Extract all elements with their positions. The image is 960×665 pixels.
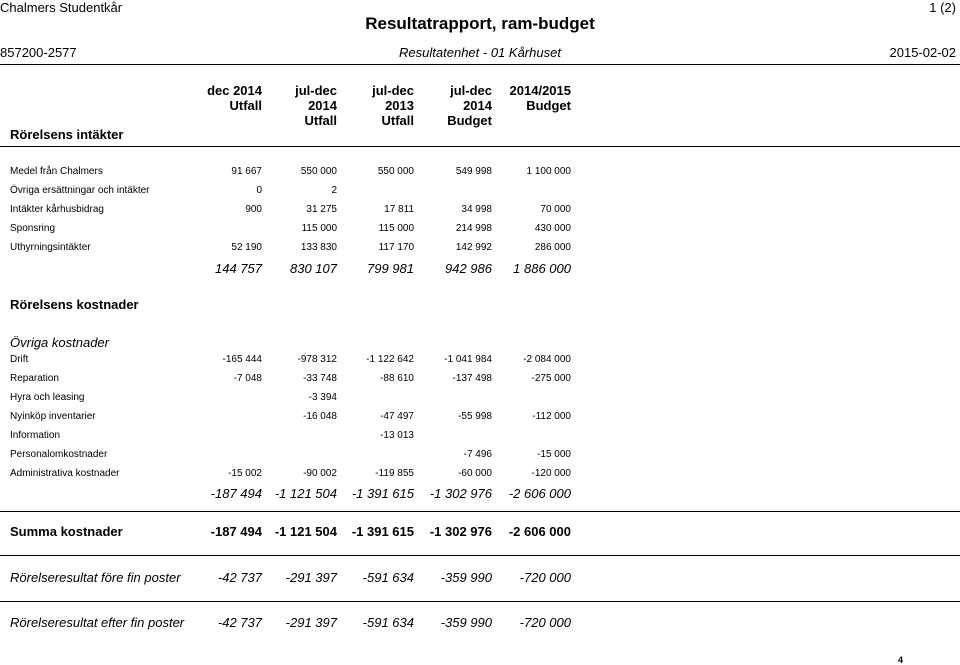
column-header-3-line-3: Utfall	[381, 113, 414, 128]
row-label: Uthyrningsintäkter	[10, 242, 91, 253]
column-header-5-line-1: 2014/2015	[509, 83, 571, 98]
page-number: 1 (2)	[929, 0, 956, 15]
row-label: Administrativa kostnader	[10, 468, 120, 479]
row-value: 34 998	[461, 204, 492, 215]
column-header-5-line-2: Budget	[526, 98, 571, 113]
row-value: 1 100 000	[526, 166, 571, 177]
costs-group-heading: Övriga kostnader	[10, 335, 109, 350]
row-label: Drift	[10, 354, 29, 365]
total-value: -42 737	[217, 615, 262, 630]
total-value: -591 634	[362, 615, 414, 630]
row-value: 286 000	[534, 242, 571, 253]
row-value: -47 497	[380, 411, 414, 422]
row-label: Rörelseresultat efter fin poster	[10, 615, 185, 630]
column-header-2-line-3: Utfall	[304, 113, 337, 128]
row-value: 17 811	[384, 204, 414, 215]
total-value: -291 397	[285, 570, 337, 585]
row-value: -275 000	[531, 373, 571, 384]
total-value: 830 107	[290, 261, 337, 276]
costs-heading: Rörelsens kostnader	[10, 297, 139, 312]
total-value: -359 990	[440, 615, 492, 630]
row-value: -7 048	[233, 373, 262, 384]
row-value: 142 992	[455, 242, 492, 253]
organization-name: Chalmers Studentkår	[0, 0, 123, 15]
report-date: 2015-02-02	[889, 45, 956, 60]
row-value: -60 000	[458, 468, 492, 479]
result-divider	[0, 601, 960, 602]
total-value: -1 391 615	[351, 486, 414, 501]
row-value: 91 667	[231, 166, 262, 177]
column-header-3-line-1: jul-dec	[372, 83, 414, 98]
row-value: -33 748	[303, 373, 337, 384]
total-value: 942 986	[445, 261, 492, 276]
total-value: -291 397	[285, 615, 337, 630]
row-value: 117 170	[378, 242, 414, 253]
row-value: -165 444	[222, 354, 262, 365]
column-header-2-line-1: jul-dec	[295, 83, 337, 98]
total-value: -187 494	[210, 486, 262, 501]
row-label: Information	[10, 430, 61, 441]
row-value: -2 084 000	[523, 354, 571, 365]
row-value: 0	[256, 185, 262, 196]
row-value: 70 000	[540, 204, 571, 215]
row-value: -1 041 984	[444, 354, 492, 365]
row-value: 900	[245, 204, 262, 215]
total-value: -1 121 504	[274, 524, 337, 539]
row-value: -1 122 642	[366, 354, 414, 365]
account-number: 857200-2577	[0, 45, 77, 60]
total-value: -359 990	[440, 570, 492, 585]
total-value: -1 302 976	[429, 524, 492, 539]
row-value: 550 000	[377, 166, 414, 177]
column-header-4-line-1: jul-dec	[450, 83, 492, 98]
total-value: -591 634	[362, 570, 414, 585]
row-value: 214 998	[455, 223, 492, 234]
row-value: -55 998	[458, 411, 492, 422]
row-value: -112 000	[532, 411, 571, 422]
row-value: 2	[331, 185, 337, 196]
total-value: -1 391 615	[351, 524, 414, 539]
row-value: -978 312	[297, 354, 337, 365]
row-value: 115 000	[301, 223, 337, 234]
row-value: -3 394	[308, 392, 337, 403]
column-header-3-line-2: 2013	[385, 98, 414, 113]
row-value: 133 830	[300, 242, 337, 253]
column-header-divider	[0, 146, 960, 147]
header-divider	[0, 64, 960, 65]
row-label: Sponsring	[10, 223, 56, 234]
row-value: -120 000	[531, 468, 571, 479]
row-label: Intäkter kårhusbidrag	[10, 204, 104, 215]
row-label: Reparation	[10, 373, 59, 384]
result-unit: Resultatenhet - 01 Kårhuset	[399, 45, 561, 60]
income-heading: Rörelsens intäkter	[10, 127, 124, 142]
column-header-4-line-2: 2014	[463, 98, 492, 113]
row-value: 115 000	[378, 223, 414, 234]
total-value: -1 302 976	[429, 486, 492, 501]
row-value: -119 855	[375, 468, 414, 479]
column-header-2-line-2: 2014	[308, 98, 337, 113]
row-value: -7 496	[463, 449, 492, 460]
row-value: -88 610	[380, 373, 414, 384]
total-value: -42 737	[217, 570, 262, 585]
summary-divider-top	[0, 511, 960, 512]
total-value: -720 000	[519, 570, 571, 585]
row-value: 31 275	[306, 204, 337, 215]
row-value: -137 498	[452, 373, 492, 384]
total-value: 799 981	[367, 261, 414, 276]
row-value: 430 000	[534, 223, 571, 234]
total-value: 144 757	[215, 261, 262, 276]
column-header-4-line-3: Budget	[447, 113, 492, 128]
total-value: -720 000	[519, 615, 571, 630]
row-value: -13 013	[380, 430, 414, 441]
report-title: Resultatrapport, ram-budget	[365, 14, 595, 33]
row-label: Summa kostnader	[10, 524, 123, 539]
row-label: Övriga ersättningar och intäkter	[10, 185, 150, 196]
row-value: -15 002	[228, 468, 262, 479]
total-value: -2 606 000	[508, 486, 571, 501]
summary-divider-bottom	[0, 555, 960, 556]
row-value: 550 000	[300, 166, 337, 177]
row-value: -15 000	[537, 449, 571, 460]
row-label: Personalomkostnader	[10, 449, 108, 460]
row-value: 52 190	[231, 242, 262, 253]
total-value: -187 494	[210, 524, 262, 539]
footer-mark: 4	[898, 655, 904, 665]
total-value: 1 886 000	[513, 261, 571, 276]
row-label: Hyra och leasing	[10, 392, 85, 403]
row-value: 549 998	[455, 166, 492, 177]
total-value: -1 121 504	[274, 486, 337, 501]
column-header-1-line-1: dec 2014	[207, 83, 262, 98]
row-label: Rörelseresultat före fin poster	[10, 570, 181, 585]
row-label: Medel från Chalmers	[10, 166, 103, 177]
row-value: -90 002	[303, 468, 337, 479]
row-value: -16 048	[303, 411, 337, 422]
row-label: Nyinköp inventarier	[10, 411, 96, 422]
column-header-1-line-2: Utfall	[229, 98, 262, 113]
total-value: -2 606 000	[508, 524, 571, 539]
